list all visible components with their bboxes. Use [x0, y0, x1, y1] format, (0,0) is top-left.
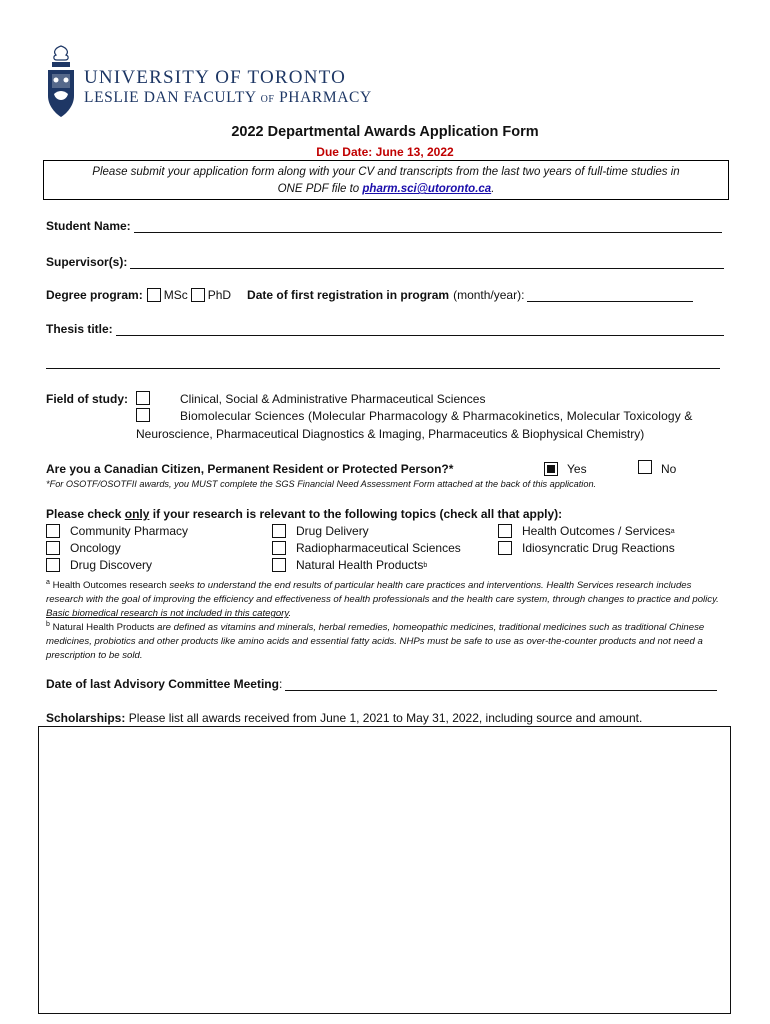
- faculty-name: LESLIE DAN FACULTY OF PHARMACY: [84, 89, 372, 106]
- topic-natural-health-products[interactable]: Natural Health Products b: [272, 558, 427, 572]
- topic-drug-delivery[interactable]: Drug Delivery: [272, 524, 369, 538]
- scholarships-textbox[interactable]: [38, 726, 731, 1014]
- phd-checkbox[interactable]: [191, 288, 205, 302]
- fos-biomolecular-checkbox[interactable]: [136, 408, 150, 422]
- thesis-title-field-line2[interactable]: [46, 356, 720, 369]
- university-name: UNIVERSITY OF TORONTO: [84, 67, 347, 88]
- topic-checkbox[interactable]: [272, 524, 286, 538]
- email-link[interactable]: pharm.sci@utoronto.ca: [362, 183, 492, 195]
- field-of-study-label: Field of study:: [46, 392, 128, 406]
- topic-checkbox[interactable]: [272, 541, 286, 555]
- supervisors-row: Supervisor(s):: [46, 255, 724, 269]
- fos-clinical-label: Clinical, Social & Administrative Pharmaceutical Sciences: [180, 392, 486, 406]
- footnote-b: $^b$ Natural Health Products are defined as vitamins and minerals, herbal remedies, homeopathic medicines, traditional medicines such as traditional Chinese medicines, probiotics and other products like amino acids and essential fatty acids. NHPs must be safe to use as over-the-counter products and not need a prescription to be sold.: [46, 621, 705, 662]
- topic-checkbox[interactable]: [46, 541, 60, 555]
- msc-checkbox[interactable]: [147, 288, 161, 302]
- topic-community-pharmacy[interactable]: Community Pharmacy: [46, 524, 188, 538]
- advisory-meeting-row: Date of last Advisory Committee Meeting :: [46, 677, 717, 691]
- topic-health-outcomes[interactable]: Health Outcomes / Services a: [498, 524, 675, 538]
- citizenship-question: Are you a Canadian Citizen, Permanent Resident or Protected Person?*: [46, 462, 454, 476]
- first-registration-field[interactable]: [527, 289, 693, 302]
- university-logo: [44, 44, 404, 122]
- form-title: 2022 Departmental Awards Application Form: [231, 124, 539, 140]
- topic-checkbox[interactable]: [272, 558, 286, 572]
- student-name-field[interactable]: [134, 220, 722, 233]
- thesis-title-row: Thesis title:: [46, 322, 724, 336]
- osotf-note: *For OSOTF/OSOTFII awards, you MUST complete the SGS Financial Need Assessment Form attached at the back of this application.: [46, 479, 597, 489]
- degree-program-row: Degree program: MSc PhD Date of first registration in program (month/year):: [46, 288, 693, 302]
- topic-checkbox[interactable]: [46, 524, 60, 538]
- topic-drug-discovery[interactable]: Drug Discovery: [46, 558, 152, 572]
- fos-biomolecular-label-cont: Neuroscience, Pharmaceutical Diagnostics & Imaging, Pharmaceutics & Biophysical Chemistry): [136, 427, 645, 441]
- fos-clinical-checkbox[interactable]: [136, 391, 150, 405]
- due-date: Due Date: June 13, 2022: [316, 145, 454, 159]
- topic-checkbox[interactable]: [498, 541, 512, 555]
- topic-checkbox[interactable]: [46, 558, 60, 572]
- topic-oncology[interactable]: Oncology: [46, 541, 121, 555]
- topic-checkbox[interactable]: [498, 524, 512, 538]
- supervisors-field[interactable]: [130, 256, 724, 269]
- footnote-a: $^a$ Health Outcomes research seeks to understand the end results of particular health care practices and interventions. Health Services research includes research with the goal of improving the efficiency and effectiveness of health professionals and the health care system, through changes to practice and policy. Basic biomedical research is not included in this category.: [46, 579, 719, 620]
- topics-heading: Please check only if your research is relevant to the following topics (check all that apply):: [46, 507, 563, 521]
- fos-biomolecular-label: Biomolecular Sciences (Molecular Pharmacology & Pharmacokinetics, Molecular Toxicology &: [180, 409, 693, 423]
- topic-idiosyncratic[interactable]: Idiosyncratic Drug Reactions: [498, 541, 675, 555]
- student-name-row: Student Name:: [46, 219, 722, 233]
- scholarships-instruction: Scholarships: Please list all awards received from June 1, 2021 to May 31, 2022, including source and amount.: [46, 711, 643, 725]
- citizen-no-label: No: [661, 462, 677, 476]
- citizen-no-checkbox[interactable]: [638, 460, 652, 474]
- citizen-yes-checkbox[interactable]: [544, 462, 558, 476]
- crest-icon: [44, 44, 78, 120]
- topic-radiopharmaceutical[interactable]: Radiopharmaceutical Sciences: [272, 541, 461, 555]
- advisory-meeting-field[interactable]: [285, 678, 717, 691]
- submission-notice: Please submit your application form along with your CV and transcripts from the last two years of full-time studies in ONE PDF file to pharm.sci@utoronto.ca.: [43, 160, 729, 200]
- citizen-yes-label: Yes: [567, 462, 587, 476]
- thesis-title-field[interactable]: [116, 323, 724, 336]
